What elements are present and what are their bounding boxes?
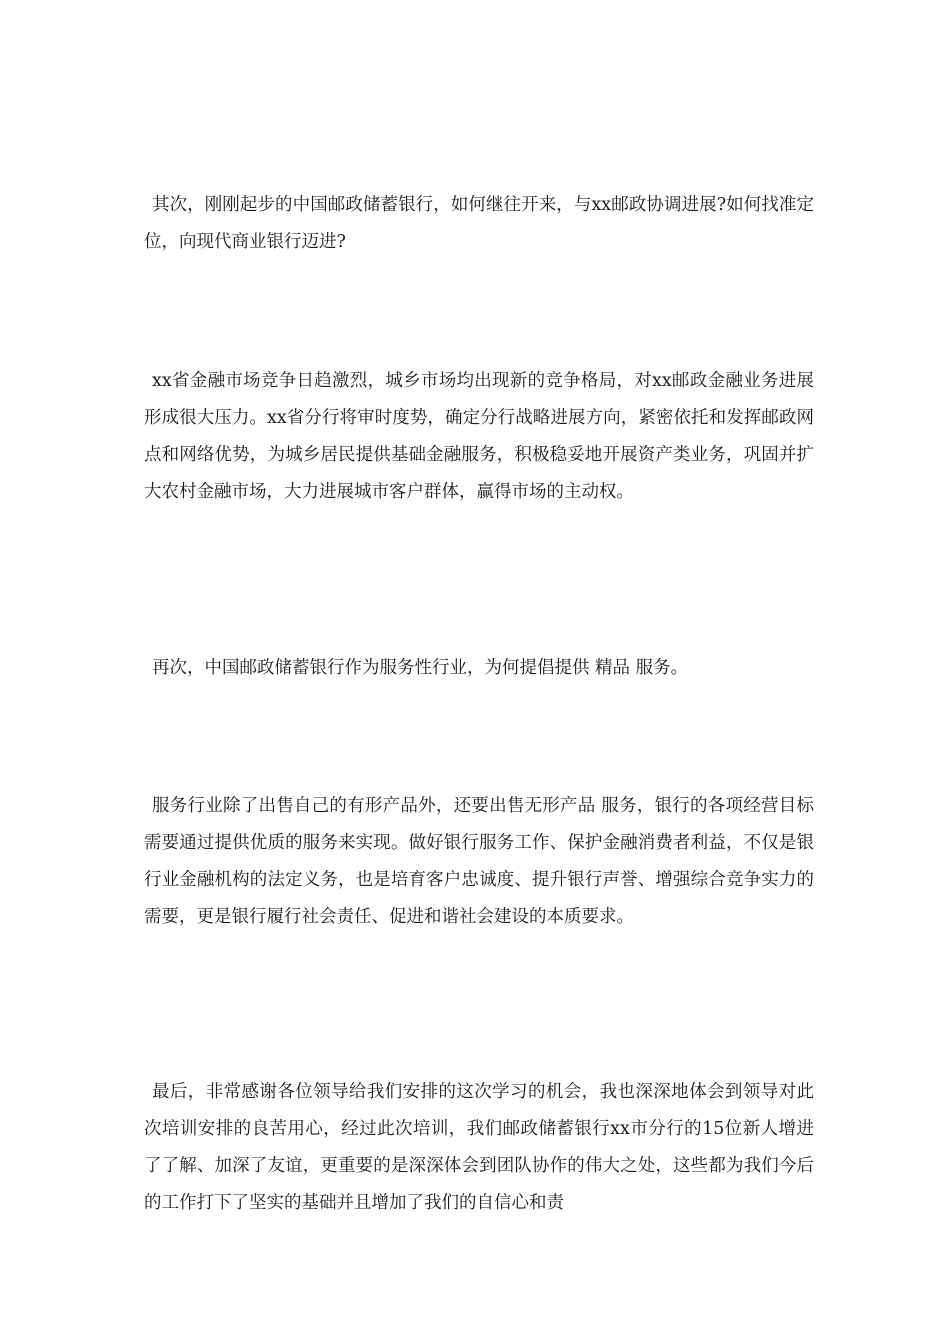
paragraph-5: 最后，非常感谢各位领导给我们安排的这次学习的机会，我也深深地体会到领导对此次培训安排的良苦用心，经过此次培训，我们邮政储蓄银行xx市分行的15位新人增进了了解、加深了友谊，更重要的是深深体会到团队协作的伟大之处，这些都为我们今后的工作打下了坚实的基础并且增加了我们的自信心和责 xyxy=(144,1082,814,1213)
paragraph-2: xx省金融市场竞争日趋激烈，城乡市场均出现新的竞争格局，对xx邮政金融业务进展形成很大压力。xx省分行将审时度势，确定分行战略进展方向，紧密依托和发挥邮政网点和网络优势，为城乡居民提供基础金融服务，积极稳妥地开展资产类业务，巩固并扩大农村金融市场，大力进展城市客户群体，赢得市场的主动权。 xyxy=(144,371,814,502)
paragraph-3: 再次，中国邮政储蓄银行作为服务性行业，为何提倡提供 精品 服务。 xyxy=(152,658,689,678)
paragraph-4: 服务行业除了出售自己的有形产品外，还要出售无形产品 服务，银行的各项经营目标需要通过提供优质的服务来实现。做好银行服务工作、保护金融消费者利益，不仅是银行业金融机构的法定义务，也是培育客户忠诚度、提升银行声誉、增强综合竞争实力的需要，更是银行履行社会责任、促进和谐社会建设的本质要求。 xyxy=(144,796,814,927)
paragraph-1: 其次，刚刚起步的中国邮政储蓄银行，如何继往开来，与xx邮政协调进展?如何找准定位，向现代商业银行迈进? xyxy=(144,195,814,252)
